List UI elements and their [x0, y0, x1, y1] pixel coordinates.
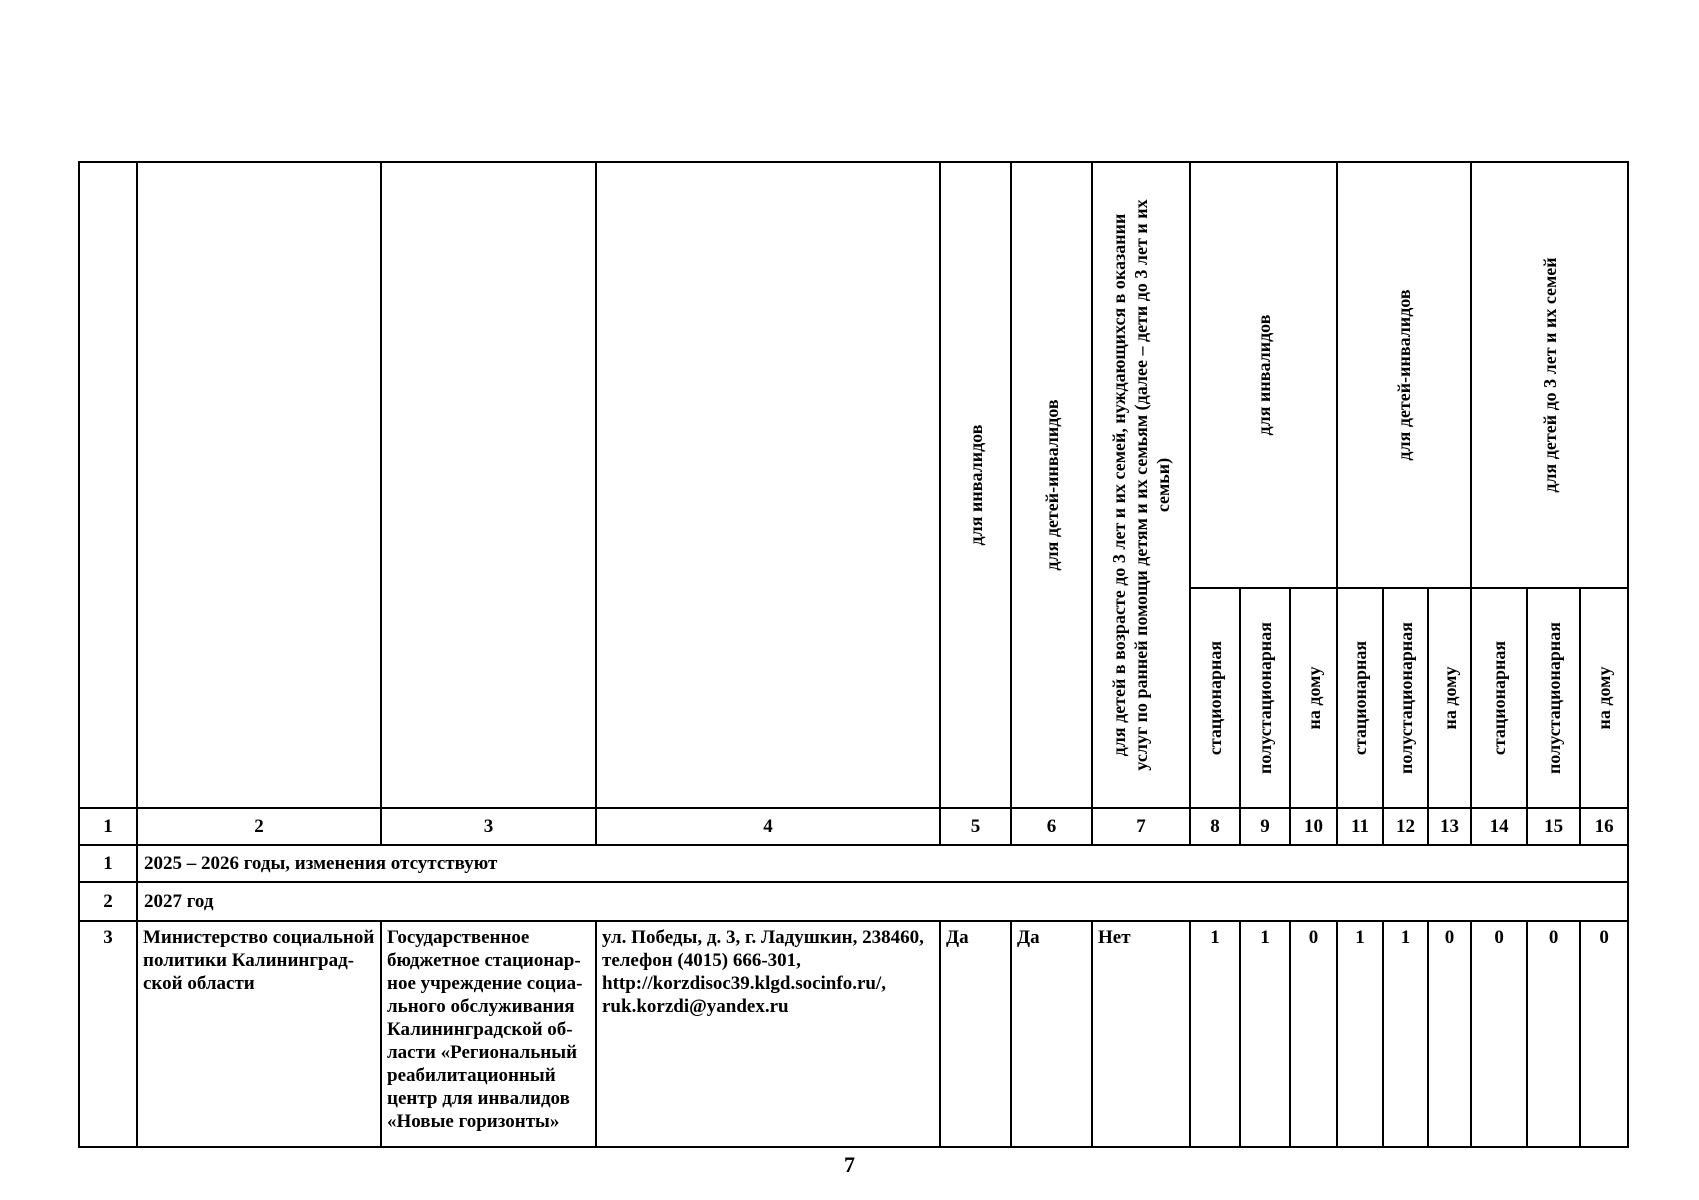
sub-semistationary: полустационарная — [1240, 588, 1290, 808]
value-cell: 0 — [1471, 921, 1527, 1147]
header-disabled: для инвалидов — [940, 162, 1011, 808]
column-number: 16 — [1580, 808, 1628, 845]
value-cell: 1 — [1383, 921, 1428, 1147]
header-early-help: для детей в возрасте до 3 лет и их семей, нуждающихся в оказании услуг по ранней помощи детям и их семьям (далее – дети до 3 лет и их семьи) — [1092, 162, 1190, 808]
sub-home: на дому — [1580, 588, 1628, 808]
sub-semistationary: полустационарная — [1527, 588, 1580, 808]
address-cell: ул. Победы, д. 3, г. Ладушкин, 238460, телефон (4015) 666-301, http://korzdisoc39.klgd.socinfo.ru/, ruk.korzdi@yandex.ru — [596, 921, 940, 1147]
value-cell: 0 — [1580, 921, 1628, 1147]
value-cell: 0 — [1290, 921, 1337, 1147]
section-row-2025-2026 — [79, 845, 1628, 882]
column-number: 6 — [1011, 808, 1092, 845]
header-cell-blank-2 — [137, 162, 381, 808]
section-number: 1 — [79, 845, 137, 882]
column-number: 11 — [1337, 808, 1383, 845]
institution-cell: Государственное бюджетное стационар-ное учреждение социа-льного обслуживания Калининградской об-ласти «Региональный реабилитационный центр для инвалидов «Новые горизонты» — [381, 921, 596, 1147]
sub-home: на дому — [1428, 588, 1471, 808]
sub-home: на дому — [1290, 588, 1337, 808]
section-title: 2027 год — [137, 882, 1628, 921]
header-group-disabled: для инвалидов — [1190, 162, 1337, 588]
header-group-early-help: для детей до 3 лет и их семей — [1471, 162, 1628, 588]
column-number: 8 — [1190, 808, 1240, 845]
services-table — [78, 161, 1629, 1148]
value-cell: 1 — [1337, 921, 1383, 1147]
row-number: 3 — [79, 921, 137, 1147]
value-cell: 1 — [1190, 921, 1240, 1147]
header-group-disabled-children: для детей-инвалидов — [1337, 162, 1471, 588]
column-number: 3 — [381, 808, 596, 845]
column-number: 12 — [1383, 808, 1428, 845]
column-number: 4 — [596, 808, 940, 845]
column-number: 9 — [1240, 808, 1290, 845]
value-col6: Да — [1011, 921, 1092, 1147]
column-number: 14 — [1471, 808, 1527, 845]
ministry-cell: Министерство социальной политики Калининград-ской области — [137, 921, 381, 1147]
sub-stationary: стационарная — [1471, 588, 1527, 808]
header-cell-blank-1 — [79, 162, 137, 808]
value-cell: 1 — [1240, 921, 1290, 1147]
value-col7: Нет — [1092, 921, 1190, 1147]
header-disabled-children: для детей-инвалидов — [1011, 162, 1092, 808]
value-cell: 0 — [1428, 921, 1471, 1147]
column-number: 10 — [1290, 808, 1337, 845]
header-cell-blank-3 — [381, 162, 596, 808]
section-title: 2025 – 2026 годы, изменения отсутствуют — [137, 845, 1628, 882]
section-row-2027 — [79, 882, 1628, 921]
header-row-top — [79, 162, 1628, 588]
table-row — [79, 921, 1628, 1147]
column-number: 2 — [137, 808, 381, 845]
sub-stationary: стационарная — [1337, 588, 1383, 808]
column-number: 7 — [1092, 808, 1190, 845]
value-col5: Да — [940, 921, 1011, 1147]
page-number: 7 — [844, 1152, 855, 1177]
sub-semistationary: полустационарная — [1383, 588, 1428, 808]
column-number: 5 — [940, 808, 1011, 845]
column-numbers-row — [79, 808, 1628, 845]
section-number: 2 — [79, 882, 137, 921]
header-cell-blank-4 — [596, 162, 940, 808]
column-number: 13 — [1428, 808, 1471, 845]
value-cell: 0 — [1527, 921, 1580, 1147]
sub-stationary: стационарная — [1190, 588, 1240, 808]
column-number: 1 — [79, 808, 137, 845]
column-number: 15 — [1527, 808, 1580, 845]
